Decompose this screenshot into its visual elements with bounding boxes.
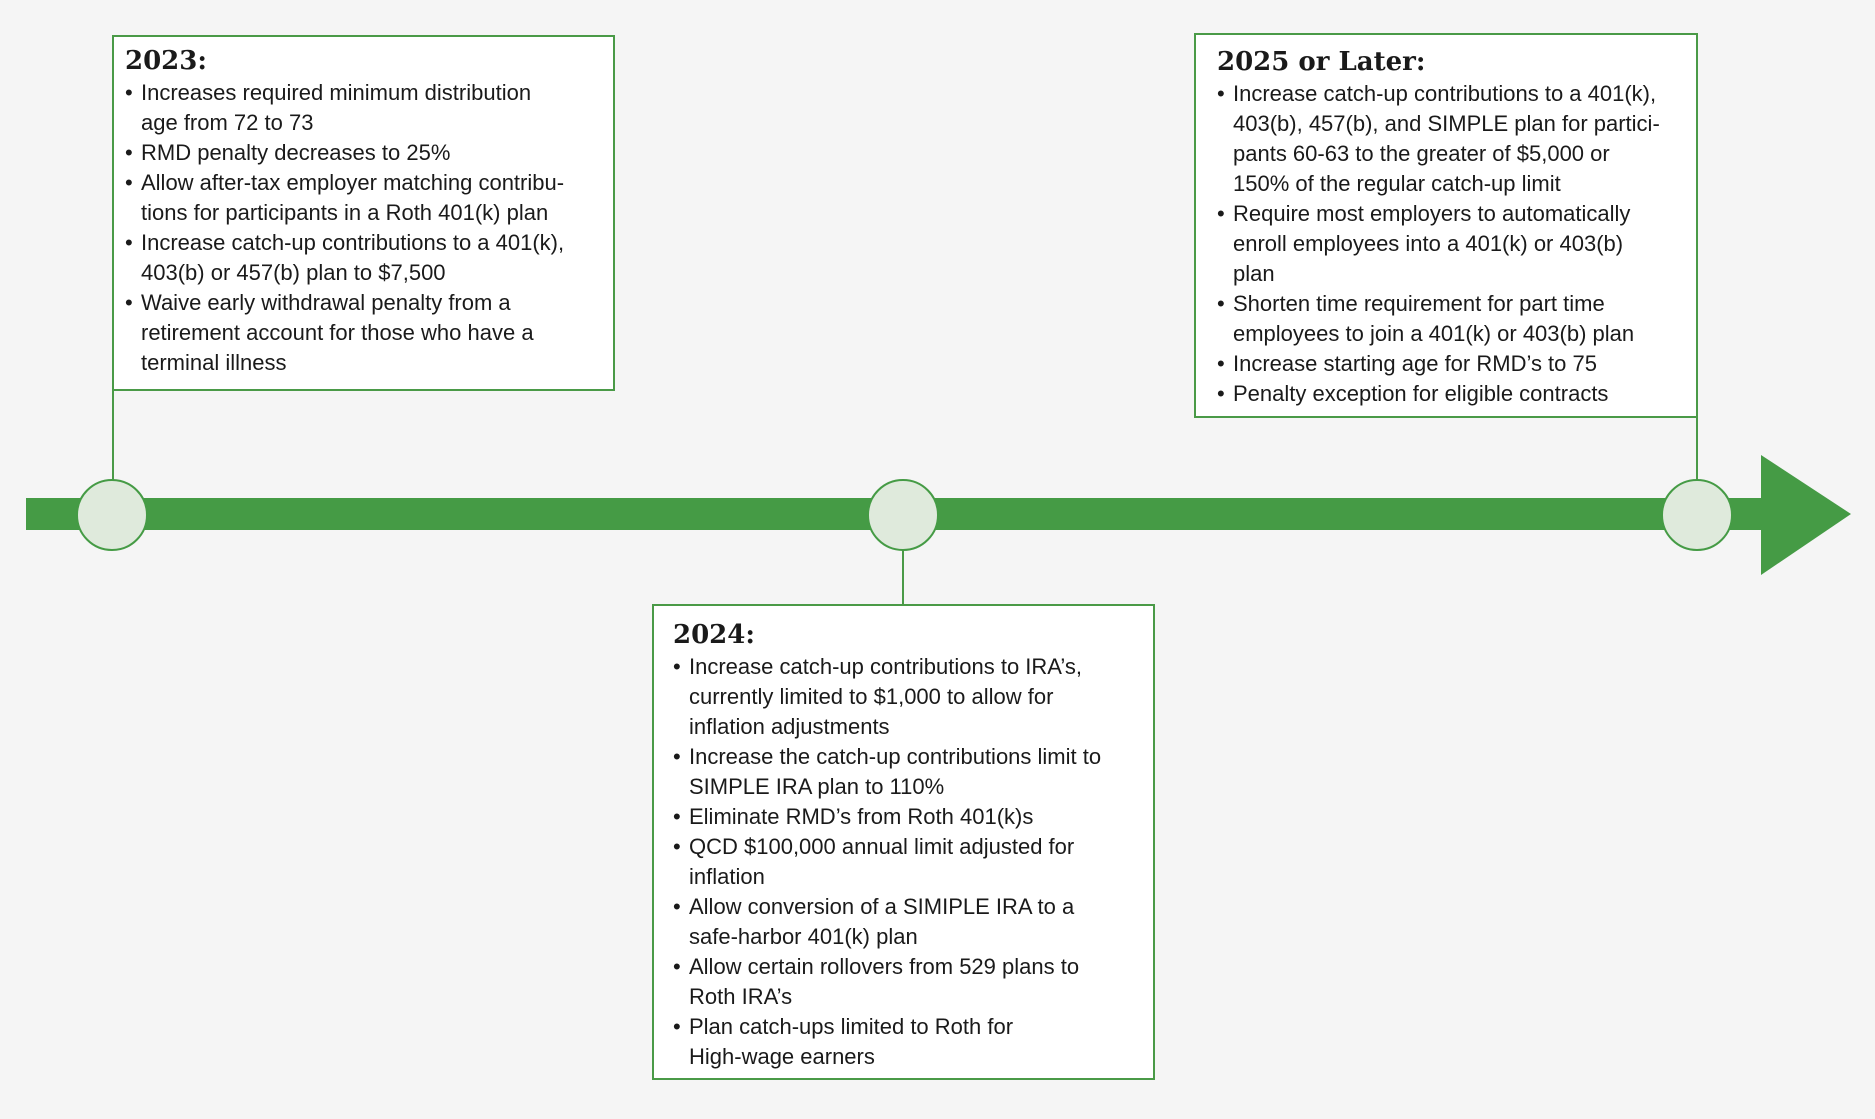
list-item-line: • Increase catch-up contributions to a 401(k), bbox=[1233, 81, 1657, 106]
list-item bbox=[1217, 199, 1686, 289]
list-item-line: • Increase catch-up contributions to IRA’s, bbox=[689, 654, 1082, 679]
timeline-node-2024 bbox=[868, 480, 938, 550]
list-item-line: • Waive early withdrawal penalty from a bbox=[141, 290, 511, 315]
list-item bbox=[673, 892, 1143, 952]
list-item-line: inflation adjustments bbox=[689, 714, 890, 739]
list-item-line: 150% of the regular catch-up limit bbox=[1233, 171, 1561, 196]
list-item-line: • Increase starting age for RMD’s to 75 bbox=[1233, 351, 1597, 376]
list-item-line: • Increase catch-up contributions to a 401(k), bbox=[141, 230, 565, 255]
list-item bbox=[125, 288, 603, 378]
list-item-line: plan bbox=[1233, 261, 1275, 286]
list-item bbox=[673, 952, 1143, 1012]
list-item bbox=[673, 652, 1143, 742]
milestone-list bbox=[1217, 79, 1686, 409]
milestone-title: 2025 or Later: bbox=[1217, 47, 1426, 77]
milestone-card-2025 bbox=[1194, 33, 1698, 418]
timeline-node-2025 bbox=[1662, 480, 1732, 550]
list-item-line: terminal illness bbox=[141, 350, 287, 375]
milestone-card-2023 bbox=[112, 35, 615, 391]
list-item-line: • QCD $100,000 annual limit adjusted for bbox=[689, 834, 1075, 859]
list-item-line: SIMPLE IRA plan to 110% bbox=[689, 774, 945, 799]
list-item bbox=[673, 742, 1143, 802]
list-item-line: • Plan catch-ups limited to Roth for bbox=[689, 1014, 1014, 1039]
list-item bbox=[125, 168, 603, 228]
list-item-line: • Eliminate RMD’s from Roth 401(k)s bbox=[689, 804, 1034, 829]
list-item bbox=[125, 138, 603, 168]
list-item-line: • RMD penalty decreases to 25% bbox=[141, 140, 451, 165]
list-item-line: • Increase the catch-up contributions limit to bbox=[689, 744, 1102, 769]
list-item-line: safe-harbor 401(k) plan bbox=[689, 924, 918, 949]
list-item bbox=[1217, 79, 1686, 199]
list-item-line: currently limited to $1,000 to allow for bbox=[689, 684, 1054, 709]
list-item bbox=[125, 78, 603, 138]
list-item-line: enroll employees into a 401(k) or 403(b) bbox=[1233, 231, 1624, 256]
list-item-line: inflation bbox=[689, 864, 765, 889]
milestone-card-2024 bbox=[652, 604, 1155, 1080]
list-item bbox=[1217, 349, 1686, 379]
list-item-line: retirement account for those who have a bbox=[141, 320, 534, 345]
milestone-list bbox=[673, 652, 1143, 1072]
timeline-node-2023 bbox=[77, 480, 147, 550]
list-item bbox=[673, 802, 1143, 832]
list-item-line: pants 60-63 to the greater of $5,000 or bbox=[1233, 141, 1610, 166]
list-item-line: • Require most employers to automatically bbox=[1233, 201, 1631, 226]
list-item-line: • Increases required minimum distribution bbox=[141, 80, 532, 105]
list-item-line: tions for participants in a Roth 401(k) plan bbox=[141, 200, 549, 225]
list-item-line: • Shorten time requirement for part time bbox=[1233, 291, 1605, 316]
milestone-title: 2024: bbox=[673, 620, 755, 650]
list-item-line: • Allow certain rollovers from 529 plans to bbox=[689, 954, 1080, 979]
list-item bbox=[125, 228, 603, 288]
list-item-line: • Allow conversion of a SIMIPLE IRA to a bbox=[689, 894, 1075, 919]
milestone-list bbox=[125, 78, 603, 378]
list-item-line: 403(b), 457(b), and SIMPLE plan for partici- bbox=[1233, 111, 1660, 136]
list-item-line: 403(b) or 457(b) plan to $7,500 bbox=[141, 260, 446, 285]
timeline-arrowhead bbox=[1761, 455, 1851, 575]
list-item-line: age from 72 to 73 bbox=[141, 110, 314, 135]
list-item-line: Roth IRA’s bbox=[689, 984, 793, 1009]
list-item-line: • Allow after-tax employer matching contribu- bbox=[141, 170, 565, 195]
list-item bbox=[673, 832, 1143, 892]
list-item-line: employees to join a 401(k) or 403(b) plan bbox=[1233, 321, 1635, 346]
list-item bbox=[1217, 289, 1686, 349]
milestone-title: 2023: bbox=[125, 46, 207, 76]
list-item bbox=[1217, 379, 1686, 409]
list-item-line: • Penalty exception for eligible contracts bbox=[1233, 381, 1609, 406]
list-item-line: High-wage earners bbox=[689, 1044, 875, 1069]
list-item bbox=[673, 1012, 1143, 1072]
